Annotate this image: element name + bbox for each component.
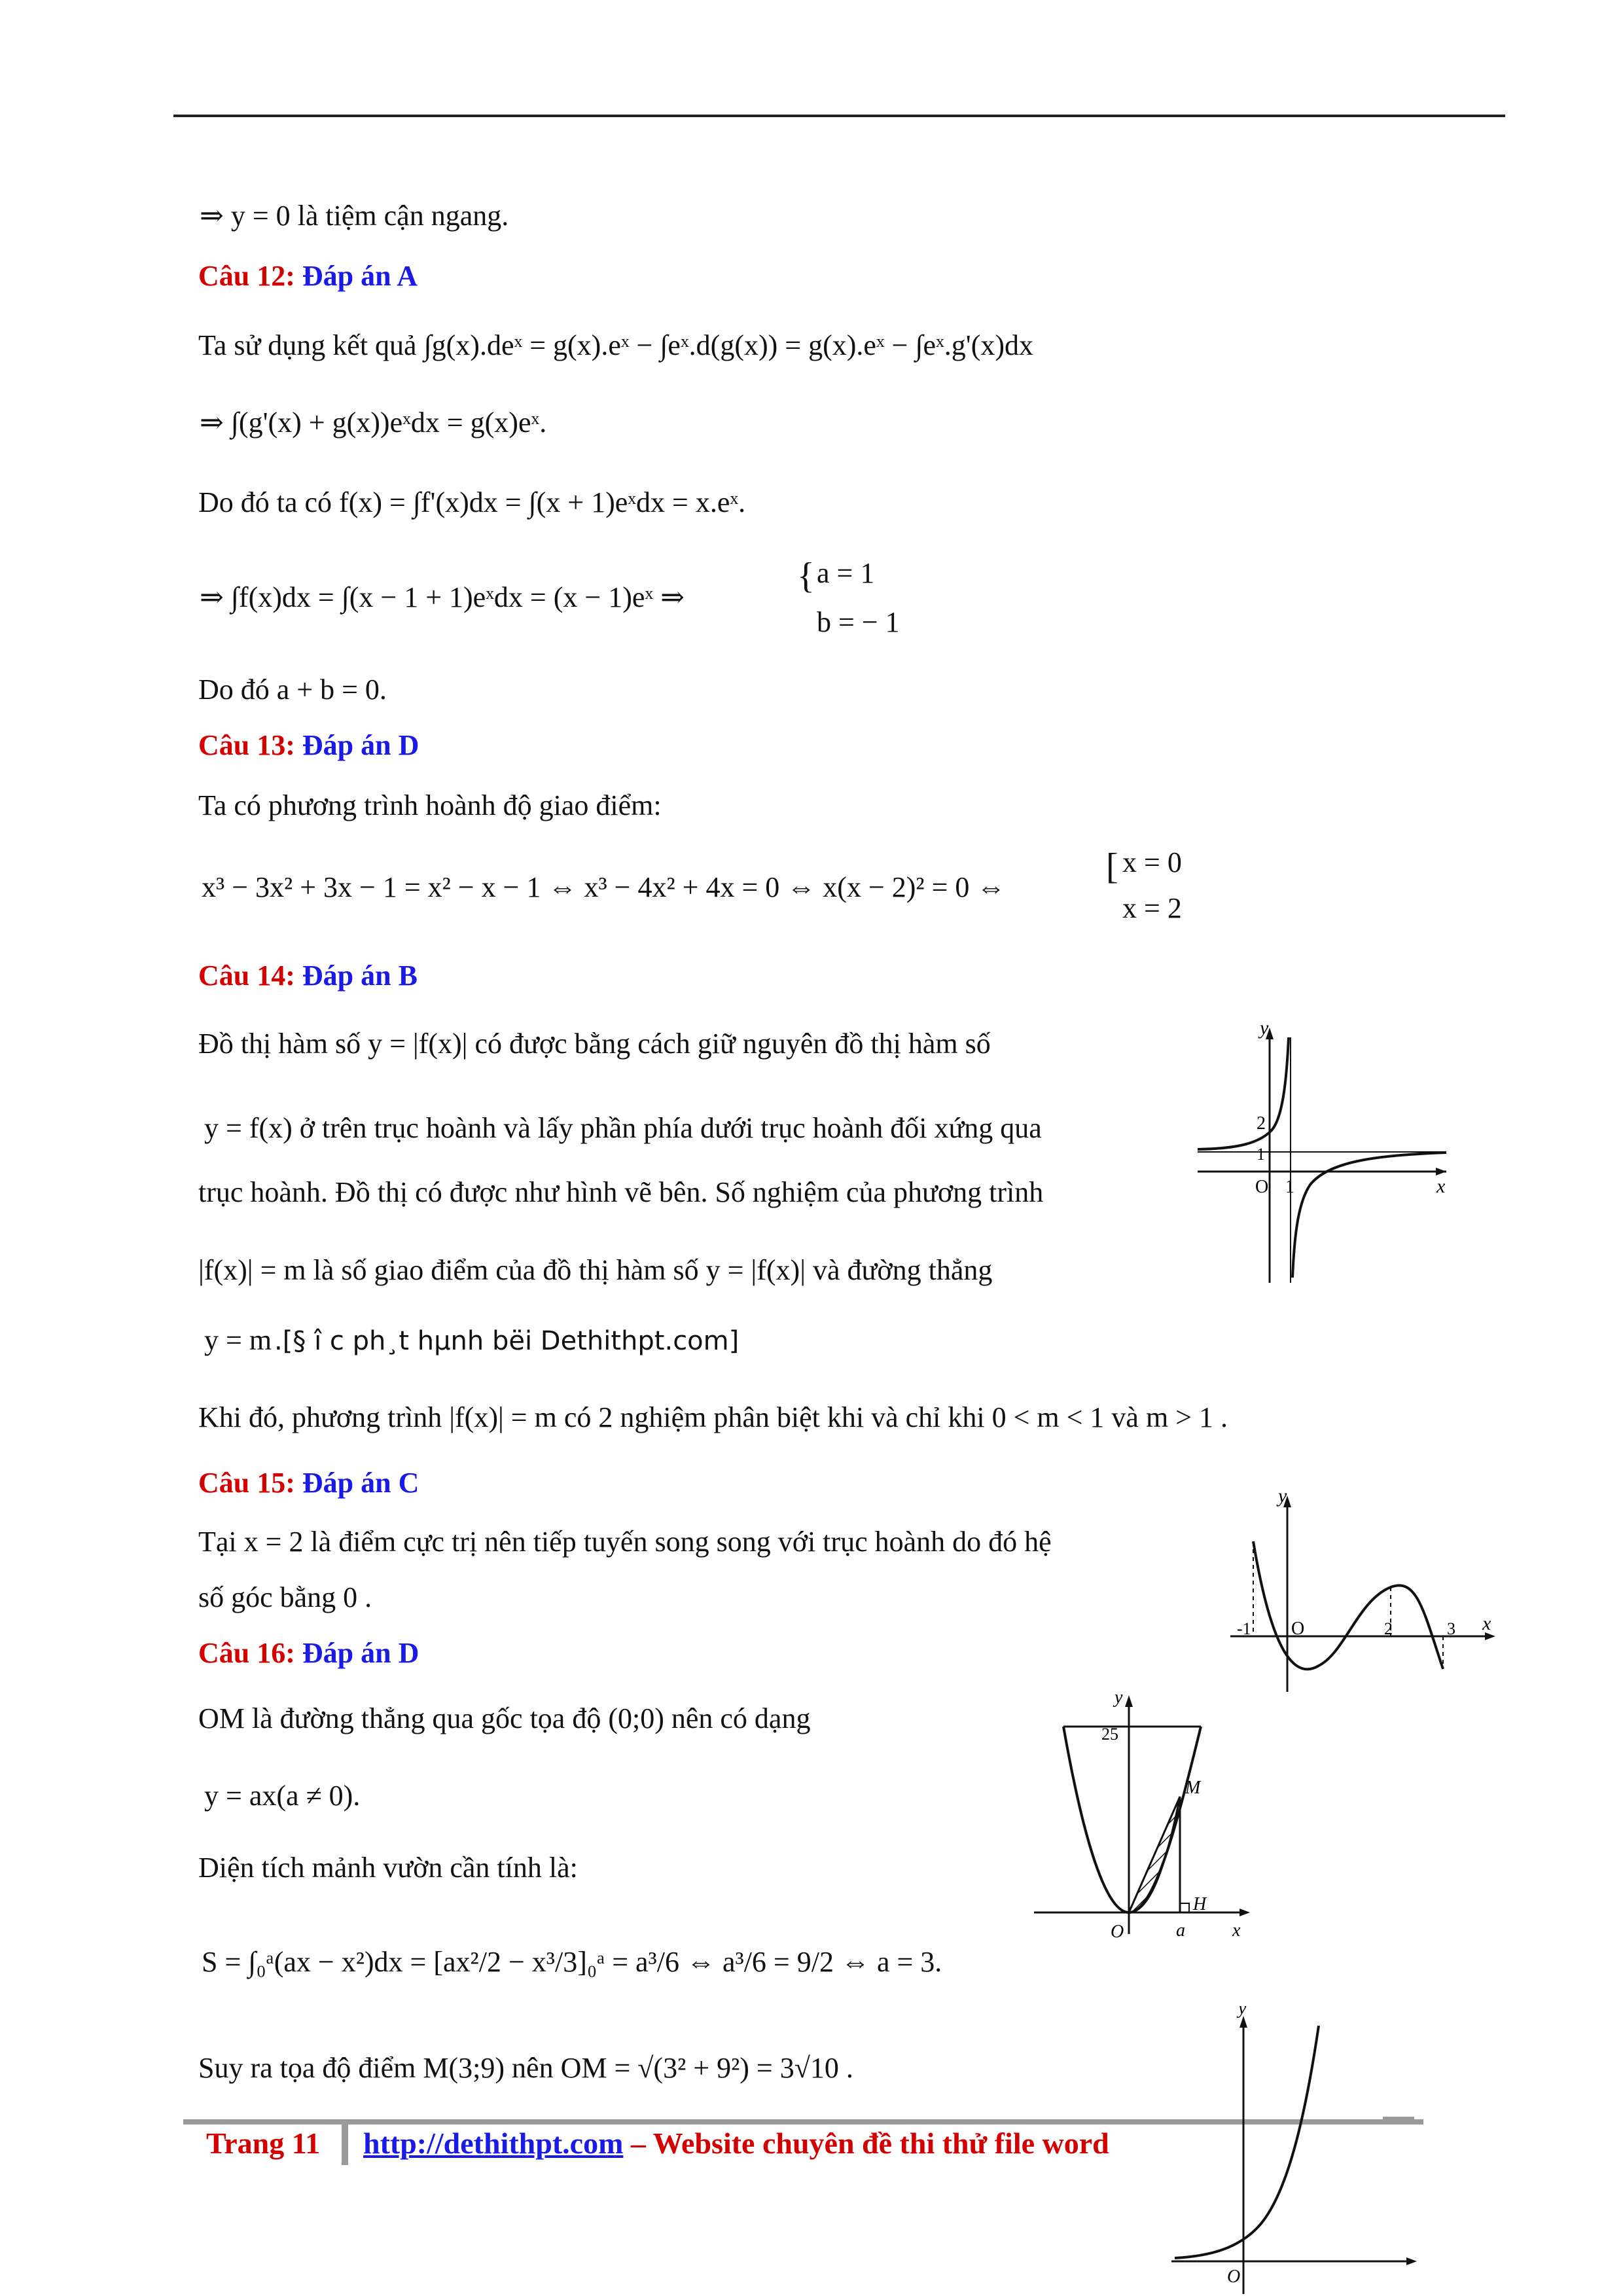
tick-y-1: 1	[1257, 1145, 1265, 1164]
q15-answer: Đáp án C	[302, 1467, 419, 1499]
origin-label: O	[1291, 1619, 1305, 1639]
q14-heading	[198, 959, 418, 992]
graph-q16	[1031, 1689, 1279, 1941]
footer-separator	[342, 2119, 348, 2165]
x-axis-arrow	[1240, 1909, 1250, 1916]
graph-exponential	[1165, 2006, 1427, 2294]
q14-label: Câu 14:	[198, 960, 295, 992]
q12-heading	[198, 259, 418, 293]
q15-label: Câu 15:	[198, 1467, 295, 1499]
origin-label: O	[1111, 1922, 1124, 1941]
q16-formula: S = ∫₀ᵃ(ax − x²)dx = [ax²/2 − x³/3]₀ᵃ = a³/6 ⇔ a³/6 = 9/2 ⇔ a = 3.	[202, 1946, 942, 1978]
y-label: y	[1278, 1489, 1287, 1507]
q12-line-1: Ta sử dụng kết quả ∫g(x).deˣ = g(x).eˣ − ∫eˣ.d(g(x)) = g(x).eˣ − ∫eˣ.g'(x)dx	[198, 329, 1033, 361]
footer-text	[363, 2126, 1109, 2161]
q16-line-3: Diện tích mảnh vườn cần tính là:	[198, 1852, 578, 1884]
q13-line-1: Ta có phương trình hoành độ giao điểm:	[198, 789, 662, 821]
x-label: x	[1482, 1613, 1491, 1634]
graph-q14	[1191, 1021, 1453, 1286]
q12-label: Câu 12:	[198, 260, 295, 292]
q14-line-5	[204, 1323, 739, 1357]
q13-system-1: x = 0	[1122, 846, 1182, 878]
point-H-label: H	[1193, 1894, 1207, 1914]
q14-line-6: Khi đó, phương trình |f(x)| = m có 2 nghiệm phân biệt khi và chỉ khi 0 < m < 1 và m > 1 .	[198, 1401, 1228, 1433]
q16-line-1: OM là đường thẳng qua gốc tọa độ (0;0) nên có dạng	[198, 1702, 811, 1734]
x-label: x	[1232, 1920, 1241, 1941]
q14-line-5-eq: y = m	[204, 1324, 272, 1356]
q12-brace: {	[797, 556, 815, 596]
line-tiem-can: ⇒ y = 0 là tiệm cận ngang.	[200, 200, 509, 232]
origin-label: O	[1255, 1177, 1269, 1197]
q13-heading	[198, 728, 419, 762]
q13-answer: Đáp án D	[302, 729, 419, 761]
q13-line-2: x³ − 3x² + 3x − 1 = x² − x − 1 ⇔ x³ − 4x² + 4x = 0 ⇔ x(x − 2)² = 0 ⇔	[202, 871, 1006, 903]
graph-q15	[1227, 1489, 1502, 1695]
q14-watermark-text: .[§ î c ph¸t hµnh bëi Dethithpt.com]	[274, 1326, 740, 1356]
q16-line-2: y = ax(a ≠ 0).	[204, 1780, 361, 1812]
tick-y-25: 25	[1101, 1725, 1118, 1744]
point-M-label: M	[1185, 1778, 1201, 1798]
footer-tagline: – Website chuyên đề thi thử file word	[623, 2126, 1109, 2160]
y-label: y	[1115, 1689, 1123, 1708]
q16-answer: Đáp án D	[302, 1637, 419, 1669]
q12-line-2: ⇒ ∫(g'(x) + g(x))eˣdx = g(x)eˣ.	[200, 406, 547, 439]
x-axis-arrow	[1406, 2257, 1417, 2265]
cubic-curve	[1253, 1541, 1443, 1669]
tick-x-a: a	[1176, 1920, 1185, 1941]
header-rule	[173, 115, 1505, 117]
tick-x-1: 1	[1285, 1177, 1294, 1197]
exponential-curve	[1175, 2026, 1319, 2258]
q16-heading	[198, 1636, 419, 1670]
q12-line-4: ⇒ ∫f(x)dx = ∫(x − 1 + 1)eˣdx = (x − 1)eˣ ⇒	[200, 581, 685, 613]
tick-x-3: 3	[1447, 1619, 1455, 1638]
q12-system-2: b = − 1	[817, 606, 900, 638]
q14-line-3: trục hoành. Đồ thị có được như hình vẽ bên. Số nghiệm của phương trình	[198, 1176, 1044, 1208]
q16-label: Câu 16:	[198, 1637, 295, 1669]
q15-line-1: Tại x = 2 là điểm cực trị nên tiếp tuyến song song với trục hoành do đó hệ	[198, 1526, 1052, 1558]
q13-bracket: [	[1106, 846, 1118, 887]
q13-system-2: x = 2	[1122, 892, 1182, 924]
q12-line-5: Do đó a + b = 0.	[198, 673, 387, 706]
q16-line-4: Suy ra tọa độ điểm M(3;9) nên OM = √(3² + 9²) = 3√10 .	[198, 2052, 853, 2084]
y-label: y	[1260, 1021, 1269, 1039]
footer-link[interactable]: http://dethithpt.com	[363, 2126, 624, 2160]
footer-page: Trang 11	[206, 2126, 321, 2160]
y-axis-arrow	[1125, 1695, 1133, 1707]
q14-line-4: |f(x)| = m là số giao điểm của đồ thị hàm số y = |f(x)| và đường thẳng	[198, 1254, 993, 1286]
tick-y-2: 2	[1257, 1113, 1266, 1134]
origin-label: O	[1227, 2267, 1241, 2287]
q15-heading	[198, 1466, 419, 1499]
y-label: y	[1238, 2006, 1247, 2018]
x-axis-arrow	[1436, 1168, 1446, 1175]
x-label: x	[1436, 1175, 1446, 1197]
shaded-region	[1129, 1797, 1180, 1912]
q15-line-2: số góc bằng 0 .	[198, 1581, 372, 1613]
q12-answer: Đáp án A	[302, 260, 418, 292]
tick-x-2: 2	[1384, 1619, 1393, 1638]
right-angle-mark	[1180, 1903, 1189, 1912]
q12-line-3: Do đó ta có f(x) = ∫f'(x)dx = ∫(x + 1)eˣdx = x.eˣ.	[198, 486, 746, 518]
q14-line-2: y = f(x) ở trên trục hoành và lấy phần phía dưới trục hoành đối xứng qua	[204, 1112, 1042, 1144]
q13-label: Câu 13:	[198, 729, 295, 761]
tick-x-minus1: -1	[1237, 1619, 1251, 1638]
q12-system-1: a = 1	[817, 557, 875, 589]
q14-answer: Đáp án B	[302, 960, 418, 992]
q14-line-1: Đồ thị hàm số y = |f(x)| có được bằng cách giữ nguyên đồ thị hàm số	[198, 1028, 991, 1060]
curve-left	[1198, 1037, 1289, 1149]
